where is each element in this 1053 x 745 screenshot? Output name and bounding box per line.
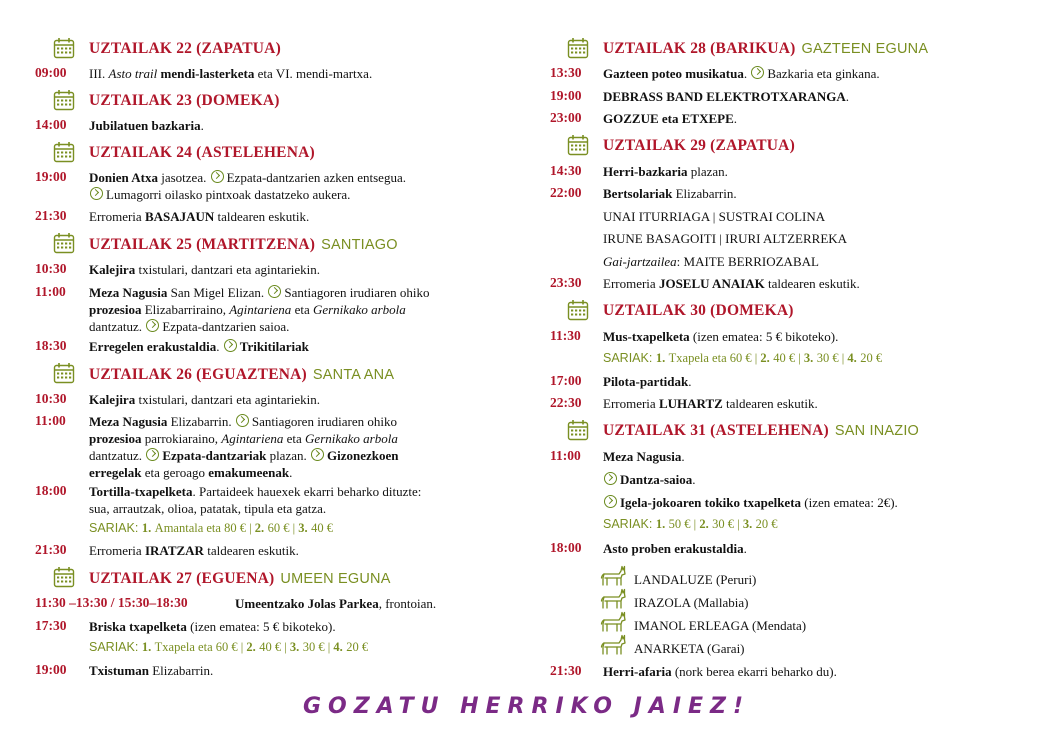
bertsolari-names: UNAI ITURRIAGA | SUSTRAI COLINA [603,209,826,224]
event-text: Herri-bazkaria plazan. [603,164,728,179]
event-text: Kalejira txistulari, dantzari eta agintariekin. [89,392,321,407]
event-text: Asto proben erakustaldia. [603,541,747,556]
event-text: Meza Nagusia Elizabarrin. Santiagoren irudiaren ohiko prozesioa parrokiaraino, Agintariena eta Gernikako arbola dantzatuz. Ezpata-dantzariak plazan. Gizonezkoen erregelak eta geroago emakumeenak. [89,414,399,480]
event-text: Donien Atxa jasotzea. Ezpata-dantzarien azken entsegua. Lumagorri oilasko pintxoak dastatzeko aukera. [89,170,406,202]
event-text: Gazteen poteo musikatua. Bazkaria eta ginkana. [603,66,880,81]
day-heading-26: UZTAILAK 26 (EGUAZTENA) SANTA ANA [89,366,395,383]
event-time: 17:00 [550,373,582,388]
arrow-circle-icon [224,339,237,352]
prizes: SARIAK: 1. 50 € | 2. 30 € | 3. 20 € [603,517,778,531]
arrow-circle-icon [311,448,324,461]
calendar-icon [567,299,589,321]
event-time: 22:30 [550,395,582,410]
arrow-circle-icon [268,285,281,298]
event-text: Meza Nagusia. [603,449,685,464]
arrow-circle-icon [211,170,224,183]
event-time: 13:30 [550,65,582,80]
day-heading-24: UZTAILAK 24 (ASTELEHENA) [89,144,315,161]
bertsolari-names: IRUNE BASAGOITI | IRURI ALTZERREKA [603,231,848,246]
event-time: 09:00 [35,65,67,80]
day-heading-29: UZTAILAK 29 (ZAPATUA) [603,137,795,154]
event-text: Mus-txapelketa (izen ematea: 5 € bikoteko). [603,329,839,344]
calendar-icon [53,141,75,163]
calendar-icon [53,566,75,588]
event-time: 18:00 [35,483,67,498]
day-heading-28: UZTAILAK 28 (BARIKUA) GAZTEEN EGUNA [603,40,929,57]
prizes: SARIAK: 1. Amantala eta 80 € | 2. 60 € | 3. 40 € [89,521,333,535]
event-text: Erromeria IRATZAR taldearen eskutik. [89,543,299,558]
prizes: SARIAK: 1. Txapela eta 60 € | 2. 40 € | 3. 30 € | 4. 20 € [89,640,369,654]
calendar-icon [567,419,589,441]
event-text: Dantza-saioa. [603,471,695,488]
day-heading-22 [89,38,281,60]
event-text: Erromeria JOSELU ANAIAK taldearen eskutik. [603,276,860,291]
event-time: 23:00 [550,110,582,125]
event-text: Kalejira txistulari, dantzari eta agintariekin. [89,262,321,277]
event-time: 21:30 [550,663,582,678]
event-time: 23:30 [550,275,582,290]
event-text: Erromeria LUHARTZ taldearen eskutik. [603,396,818,411]
event-text: Tortilla-txapelketa. Partaideek hauexek ekarri beharko dituzte: sua, arrautzak, olioa, patatak, tipula eta gatza. [89,484,422,516]
event-text: Umeentzako Jolas Parkea, frontoian. [235,596,437,611]
event-time: 19:00 [35,662,67,677]
event-text: Erregelen erakustaldia. Trikitilariak [89,339,309,354]
donkey-name: IRAZOLA (Mallabia) [634,595,749,610]
event-text: Herri-afaria (nork berea ekarri beharko du). [603,664,837,679]
event-text: Igela-jokoaren tokiko txapelketa (izen ematea: 2€). [603,494,898,511]
event-text: DEBRASS BAND ELEKTROTXARANGA. [603,89,849,104]
event-time: 17:30 [35,618,67,633]
donkey-icon [600,634,626,656]
event-time: 22:00 [550,185,582,200]
event-text: Txistuman Elizabarrin. [89,663,214,678]
day-heading-27: UZTAILAK 27 (EGUENA) UMEEN EGUNA [89,570,391,587]
arrow-circle-icon [604,495,617,508]
calendar-icon [567,134,589,156]
donkey-icon [600,588,626,610]
event-time: 18:00 [550,540,582,555]
arrow-circle-icon [146,319,159,332]
arrow-circle-icon [751,66,764,79]
event-text: III. Asto trail mendi-lasterketa eta VI. mendi-martxa. [89,66,373,81]
calendar-icon [53,89,75,111]
event-time: 14:30 [550,163,582,178]
event-time: 21:30 [35,208,67,223]
event-time: 11:30 –13:30 / 15:30–18:30 [35,595,188,610]
day-heading-30: UZTAILAK 30 (DOMEKA) [603,302,794,319]
event-time: 10:30 [35,261,67,276]
event-text: Briska txapelketa (izen ematea: 5 € bikoteko). [89,619,336,634]
day-heading-23: UZTAILAK 23 (DOMEKA) [89,92,280,109]
event-text: GOZZUE eta ETXEPE. [603,111,737,126]
donkey-icon [600,611,626,633]
donkey-name: LANDALUZE (Peruri) [634,572,757,587]
calendar-icon [53,37,75,59]
event-text: Bertsolariak Elizabarrin. [603,186,737,201]
footer-slogan: GOZATU HERRIKO JAIEZ! [302,694,751,719]
day-heading-31: UZTAILAK 31 (ASTELEHENA) SAN INAZIO [603,422,920,439]
arrow-circle-icon [236,414,249,427]
event-text: Erromeria BASAJAUN taldearen eskutik. [89,209,310,224]
day-title: UZTAILAK 22 (ZAPATUA) [89,40,281,57]
day-heading-25: UZTAILAK 25 (MARTITZENA) SANTIAGO [89,236,398,253]
gai-jartzailea: Gai-jartzailea: MAITE BERRIOZABAL [603,254,819,269]
event-time: 11:00 [550,448,581,463]
event-time: 11:00 [35,284,66,299]
event-time: 21:30 [35,542,67,557]
donkey-name: IMANOL ERLEAGA (Mendata) [634,618,807,633]
event-time: 11:00 [35,413,66,428]
calendar-icon [53,232,75,254]
prizes: SARIAK: 1. Txapela eta 60 € | 2. 40 € | 3. 30 € | 4. 20 € [603,351,883,365]
donkey-name: ANARKETA (Garai) [634,641,745,656]
event-time: 19:00 [35,169,67,184]
event-text: Jubilatuen bazkaria. [89,118,204,133]
calendar-icon [53,362,75,384]
donkey-icon [600,565,626,587]
arrow-circle-icon [604,472,617,485]
event-time: 18:30 [35,338,67,353]
calendar-icon [567,37,589,59]
event-text: Pilota-partidak. [603,374,692,389]
event-text: Meza Nagusia San Migel Elizan. Santiagoren irudiaren ohiko prozesioa Elizabarriraino, Agintariena eta Gernikako arbola dantzatuz. Ezpata-dantzarien saioa. [89,285,430,334]
event-time: 11:30 [550,328,581,343]
event-time: 10:30 [35,391,67,406]
event-time: 19:00 [550,88,582,103]
arrow-circle-icon [146,448,159,461]
event-time: 14:00 [35,117,67,132]
arrow-circle-icon [90,187,103,200]
